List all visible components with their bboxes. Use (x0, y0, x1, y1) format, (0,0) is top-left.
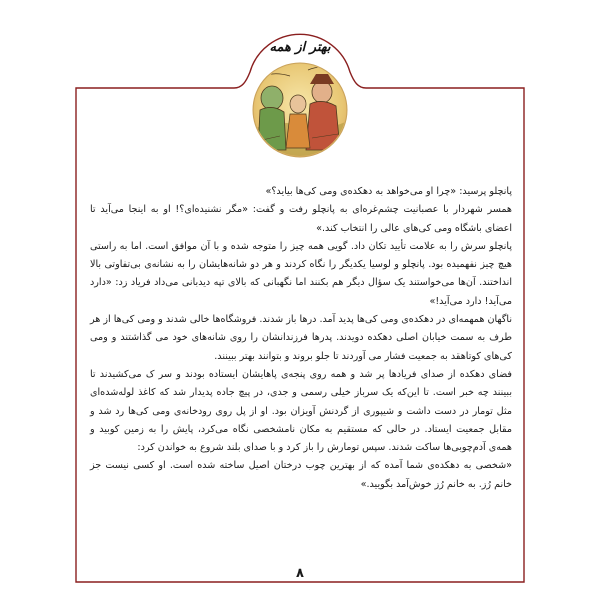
paragraph: پانچلو پرسید: «چرا او می‌خواهد به دهکده‌ی ومی کی‌ها بیاید؟» (265, 186, 512, 197)
paragraph: ناگهان همهمه‌ای در دهکده‌ی ومی کی‌ها پدید آمد. درها باز شدند. فروشگاه‌ها خالی شدند و ومی کی‌ها از هر طرف به سمت خیابان اصلی دهکده دویدند. پدرها فرزندانشان را روی شانه‌های خود می گذاشتند و ومی کی‌های کوتاهقد به جمعیت فشار می آوردند تا جلو بروند و بتوانند بهتر ببینند. (90, 314, 512, 362)
paragraph: همسر شهردار با عصبانیت چشم‌غره‌ای به پانچلو رفت و گفت: «مگر نشنیده‌ای؟! او به اینجا می‌آید تا اعضای باشگاه ومی کی‌های عالی را انتخاب کند.» (90, 204, 512, 234)
story-text (90, 183, 512, 494)
paragraph: فضای دهکده از صدای فریادها پر شد و همه روی پنجه‌ی پاهایشان ایستاده بودند و سر ک می‌کشیدند تا ببینند چه خبر است. تا این‌که یک سرباز خیلی رسمی و جدی، در پیچ جاده پدیدار شد که کاغذ لوله‌شده‌ای مثل تومار در دست داشت و شیپوری از گردنش آویزان بود. او از پل روی رودخانه‌ی ومی کی‌ها رد شد و مقابل جمعیت ایستاد. در حالی که مستقیم به مکان نامشخصی نگاه می‌کرد، پایش را به زمین کوبید و همه‌ی آدم‌چوبی‌ها ساکت شدند. سپس تومارش را باز کرد و با صدای بلند شروع به خواندن کرد: (90, 368, 512, 454)
page-number: ۸ (296, 566, 304, 581)
paragraph: پانچلو سرش را به علامت تأیید تکان داد. گویی همه چیز را متوجه شده و با آن موافق است. اما به راستی هیچ چیز نفهمیده بود. پانچلو و لوسیا یکدیگر را نگاه کردند و هر دو شانه‌هایشان را به نشانه‌ی بی‌تفاوتی بالا انداختند. آن‌ها می‌خواستند یک سؤال دیگر هم بکنند اما نگهبانی که بالای تپه دیدبانی می‌داد فریاد زد: «دارد می‌آید! دارد می‌آید!» (90, 240, 512, 307)
paragraph: «شخصی به دهکده‌ی شما آمده که از بهترین چوب درختان اصیل ساخته شده است. او کسی نیست جز خانم رُز. به خانم رُز خوش‌آمد بگویید.» (90, 460, 512, 490)
book-title: بهتر از همه (269, 40, 331, 55)
